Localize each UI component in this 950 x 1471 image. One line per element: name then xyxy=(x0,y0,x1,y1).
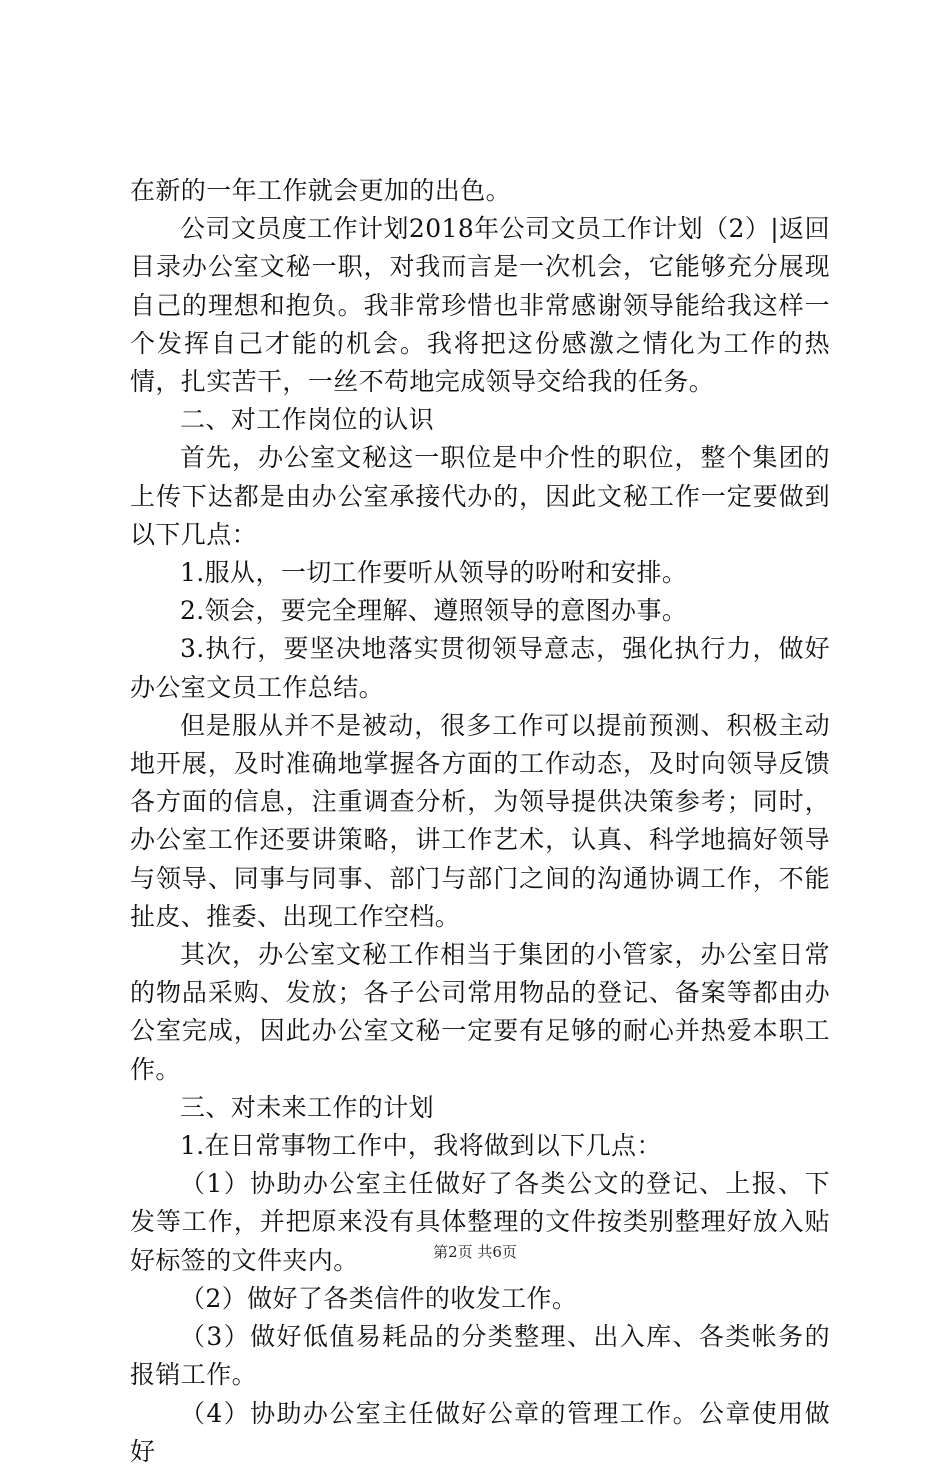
list-item: 1.服从，一切工作要听从领导的吩咐和安排。 xyxy=(180,558,688,588)
list-item: （1）协助办公室主任做好了各类公文的登记、上报、下发等工作，并把原来没有具体整理的文件按类别整理好放入贴好标签的文件夹内。 xyxy=(130,1169,830,1275)
list-item: （4）协助办公室主任做好公章的管理工作。公章使用做好 xyxy=(130,1398,830,1466)
paragraph: 在新的一年工作就会更加的出色。 xyxy=(130,176,512,205)
section-heading: 二、对工作岗位的认识 xyxy=(180,405,435,435)
paragraph: 但是服从并不是被动，很多工作可以提前预测、积极主动地开展，及时准确地掌握各方面的工作动态，及时向领导反馈各方面的信息，注重调查分析，为领导提供决策参考；同时，办公室工作还要讲策略，讲工作艺术，认真、科学地搞好领导与领导、同事与同事、部门与部门之间的沟通协调工作，不能扯皮、推委、出现工作空档。 xyxy=(130,710,830,931)
paragraph: 其次，办公室文秘工作相当于集团的小管家，办公室日常的物品采购、发放；各子公司常用物品的登记、备案等都由办公室完成，因此办公室文秘一定要有足够的耐心并热爱本职工作。 xyxy=(130,940,830,1084)
list-item: 3.执行，要坚决地落实贯彻领导意志，强化执行力，做好办公室文员工作总结。 xyxy=(130,634,830,702)
list-item: 1.在日常事物工作中，我将做到以下几点： xyxy=(180,1131,662,1161)
section-heading: 三、对未来工作的计划 xyxy=(180,1092,435,1122)
list-item: 2.领会，要完全理解、遵照领导的意图办事。 xyxy=(180,596,688,626)
list-item: （2）做好了各类信件的收发工作。 xyxy=(180,1283,578,1313)
document-body xyxy=(130,172,830,1471)
paragraph: 公司文员度工作计划2018年公司文员工作计划（2）|返回目录办公室文秘一职，对我而言是一次机会，它能够充分展现自己的理想和抱负。我非常珍惜也非常感谢领导能给我这样一个发挥自己才能的机会。我将把这份感激之情化为工作的热情，扎实苦干，一丝不苟地完成领导交给我的任务。 xyxy=(130,214,830,397)
page-number-footer: 第2页 共6页 xyxy=(433,1243,517,1261)
list-item: （3）做好低值易耗品的分类整理、出入库、各类帐务的报销工作。 xyxy=(130,1322,830,1390)
paragraph: 首先，办公室文秘这一职位是中介性的职位，整个集团的上传下达都是由办公室承接代办的，因此文秘工作一定要做到以下几点： xyxy=(130,443,830,549)
